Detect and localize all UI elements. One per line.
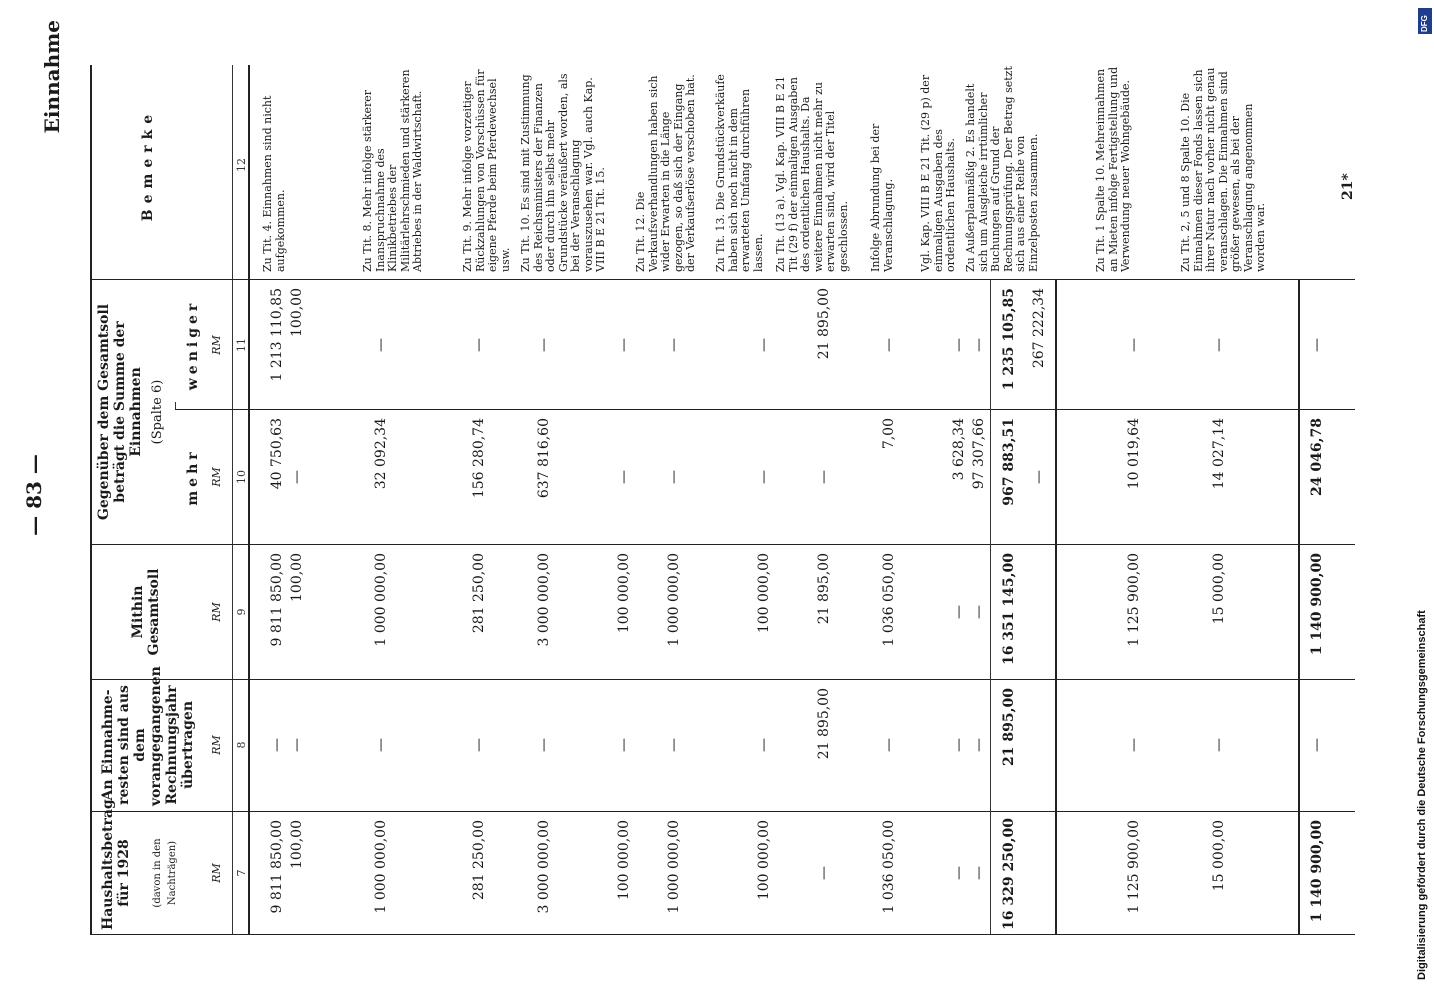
cell: 21 895,00: [1001, 688, 1017, 766]
cell: —: [816, 470, 832, 484]
lower-sum-rule: [1298, 280, 1300, 935]
totals-top-rule: [990, 280, 991, 935]
cell: 10 019,64: [1126, 418, 1142, 490]
cell: 21 895,00: [816, 288, 832, 360]
cell: —: [373, 338, 389, 352]
cell: 267 222,34: [1031, 288, 1047, 369]
cell: 281 250,00: [471, 553, 487, 634]
cell: —: [971, 605, 987, 619]
colnum-7: 7: [235, 869, 248, 877]
cell: 1 213 110,85: [269, 288, 285, 382]
cell: —: [1309, 738, 1325, 752]
col10-header: mehr: [185, 448, 201, 506]
cell: 40 750,63: [269, 418, 285, 490]
cell: 1 140 900,00: [1309, 553, 1325, 656]
cell: —: [536, 338, 552, 352]
unit-col7: RM: [210, 863, 223, 883]
cell: 3 628,34: [951, 418, 967, 481]
cell: —: [471, 738, 487, 752]
cell: —: [616, 338, 632, 352]
signature-mark: 21*: [1340, 173, 1356, 200]
cell: 100 000,00: [616, 820, 632, 901]
cell: —: [666, 738, 682, 752]
cell: 100 000,00: [756, 820, 772, 901]
header-bottom-rule: [248, 65, 250, 935]
col7-subheader: (davon in den Nachträgen): [152, 838, 178, 908]
cell: —: [756, 470, 772, 484]
remark: Zu Tit. 2, 5 und 8 Spalte 10. Die Einnahmen dieser Fonds lassen sich ihrer Natur nach vorher nicht genau veranschlagen. Die Einnahmen sind größer gewesen, als bei der Veranschlagung angenommen worden war.: [1179, 67, 1267, 272]
remark: Zu Tit. 8. Mehr infolge stärkerer Inanspruchnahme des Klinikbetriebes der Militärlehrschmieden und stärkeren Abtriebes in der Waldwirtschaft.: [361, 69, 424, 272]
cell: —: [616, 738, 632, 752]
cell: 24 046,78: [1309, 418, 1325, 496]
cell: —: [756, 338, 772, 352]
cell: 9 811 850,00: [269, 820, 285, 914]
colnum-12: 12: [235, 158, 248, 172]
cell: —: [1211, 338, 1227, 352]
cell: 16 329 250,00: [1001, 817, 1017, 930]
remark: Infolge Abrundung bei der Veranschlagung.: [869, 123, 895, 272]
cell: —: [756, 738, 772, 752]
cell: —: [373, 738, 389, 752]
remark: Zu Tit. 13. Die Grundstückverkäufe haben sich noch nicht in dem erwarteten Umfang durchführen lassen.: [714, 74, 765, 272]
cell: —: [951, 866, 967, 880]
col8-header: An Einnahme-resten sind aus dem vorangegangenen Rechnungsjahr übertragen: [100, 666, 196, 806]
cell: —: [666, 470, 682, 484]
cell: —: [471, 338, 487, 352]
unit-col9: RM: [210, 602, 223, 622]
cell: —: [1126, 738, 1142, 752]
cell: 3 000 000,00: [536, 820, 552, 914]
col-rule-f: [90, 279, 1355, 280]
cell: —: [289, 738, 305, 752]
cell: 1 000 000,00: [373, 820, 389, 914]
cell: 1 036 050,00: [881, 820, 897, 914]
col-rule-c: [90, 679, 1355, 680]
cell: 14 027,14: [1211, 418, 1227, 490]
remark: Vgl. Kap. VIII B E 21 Tit. (29 p) der einmaligen Ausgaben des ordentlichen Haushalts.: [919, 74, 957, 272]
cell: —: [881, 738, 897, 752]
cell: 100 000,00: [756, 553, 772, 634]
cell: —: [951, 738, 967, 752]
cell: 7,00: [881, 418, 897, 450]
cell: —: [816, 866, 832, 880]
col10-11-subheader: (Spalte 6): [150, 379, 165, 445]
cell: 1 036 050,00: [881, 553, 897, 647]
cell: —: [971, 338, 987, 352]
remark: Zu Tit. (13 a). Vgl. Kap. VIII B E 21 Tit (29 f) der einmaligen Ausgaben des ordentlichen Haushalts. Da weitere Einnahmen nicht mehr zu erwarten sind, wird der Titel geschlossen.: [774, 75, 850, 272]
cell: 1 000 000,00: [373, 553, 389, 647]
col-rule-a: [90, 934, 1355, 935]
dfg-logo: DFG: [1418, 8, 1432, 34]
cell: —: [1211, 738, 1227, 752]
cell: —: [1309, 338, 1325, 352]
cell: 9 811 850,00: [269, 553, 285, 647]
unit-row-rule: [232, 65, 233, 935]
remark: Zu Außerplanmäßig 2. Es handelt sich um Ausgleiche irrtümlicher Buchungen auf Grund der Rechnungsprüfung. Der Betrag setzt sich aus einer Reihe von Einzelposten zusammen.: [964, 66, 1040, 272]
cell: 100 000,00: [616, 553, 632, 634]
cell: —: [971, 738, 987, 752]
col-rule-d: [90, 544, 1355, 545]
cell: 1 000 000,00: [666, 820, 682, 914]
remark: Zu Tit. 1 Spalte 10. Mehreinnahmen an Mieten infolge Fertigstellung und Verwendung neuer Wohngebäude.: [1094, 66, 1132, 272]
cell: 100,00: [289, 288, 305, 337]
cell: —: [269, 738, 285, 752]
cell: —: [536, 738, 552, 752]
colnum-11: 11: [235, 338, 248, 352]
col-rule-e: [175, 409, 1355, 410]
digitization-note-text: Digitalisierung gefördert durch die Deutsche Forschungsgemeinschaft: [1416, 610, 1428, 980]
cell: 97 307,66: [971, 418, 987, 490]
cell: 21 895,00: [816, 688, 832, 760]
col7-header: Haushaltsbetrag für 1928: [100, 799, 132, 930]
unit-col10: RM: [210, 467, 223, 487]
cell: 16 351 145,00: [1001, 553, 1017, 666]
cell: 21 895,00: [816, 553, 832, 625]
cell: 637 816,60: [536, 418, 552, 499]
cell: —: [666, 338, 682, 352]
cell: —: [1031, 470, 1047, 484]
cell: —: [616, 470, 632, 484]
cell: 100,00: [289, 553, 305, 602]
cell: 100,00: [289, 820, 305, 869]
section-title: Einnahme: [40, 20, 64, 134]
digitization-note: [1416, 20, 1434, 980]
cell: —: [1126, 338, 1142, 352]
remark: Zu Tit. 4. Einnahmen sind nicht aufgekommen.: [261, 95, 287, 272]
cell: —: [951, 605, 967, 619]
cell: 281 250,00: [471, 820, 487, 901]
unit-col8: RM: [210, 735, 223, 755]
cell: 1 140 900,00: [1309, 820, 1325, 923]
cell: 15 000,00: [1211, 820, 1227, 892]
col-rule-b: [90, 811, 1355, 812]
cell: 32 092,34: [373, 418, 389, 490]
col9-header: Mithin Gesamtsoll: [130, 568, 162, 656]
cell: —: [971, 866, 987, 880]
cell: —: [881, 338, 897, 352]
cell: 1 235 105,85: [1001, 288, 1017, 391]
unit-col11: RM: [210, 335, 223, 355]
cell: 156 280,74: [471, 418, 487, 499]
cell: —: [951, 338, 967, 352]
cell: 1 000 000,00: [666, 553, 682, 647]
cell: 1 125 900,00: [1126, 820, 1142, 914]
totals-bottom-rule: [1055, 280, 1057, 935]
col12-header: Bemerke: [140, 108, 156, 222]
cell: 967 883,51: [1001, 418, 1017, 506]
cell: 1 125 900,00: [1126, 553, 1142, 647]
remark: Zu Tit. 9. Mehr infolge vorzeitiger Rückzahlungen von Vorschüssen für eigene Pferde beim Pferdewechsel usw.: [461, 69, 512, 272]
colnum-9: 9: [235, 608, 248, 616]
colnum-10: 10: [235, 470, 248, 484]
cell: —: [289, 470, 305, 484]
table-top-rule: [90, 65, 92, 935]
colnum-8: 8: [235, 741, 248, 749]
remark: Zu Tit. 10. Es sind mit Zustimmung des Reichsministers der Finanzen oder durch ihn selbst mehr Grundstücke veräußert worden, als bei der Veranschlagung vorauszusehen war. Vgl. auch Kap. VIII B E 21 Tit. 15.: [519, 73, 607, 272]
remark: Zu Tit. 12. Die Verkaufsverhandlungen haben sich wider Erwarten in die Länge gezogen, so daß sich der Eingang der Verkaufserlöse verschoben hat.: [634, 74, 697, 272]
col10-11-header: Gegenüber dem Gesamtsoll beträgt die Summe der Einnahmen: [96, 303, 144, 521]
page-number: — 83 —: [22, 454, 46, 536]
cell: 3 000 000,00: [536, 553, 552, 647]
col11-header: weniger: [185, 299, 201, 391]
cell: 15 000,00: [1211, 553, 1227, 625]
